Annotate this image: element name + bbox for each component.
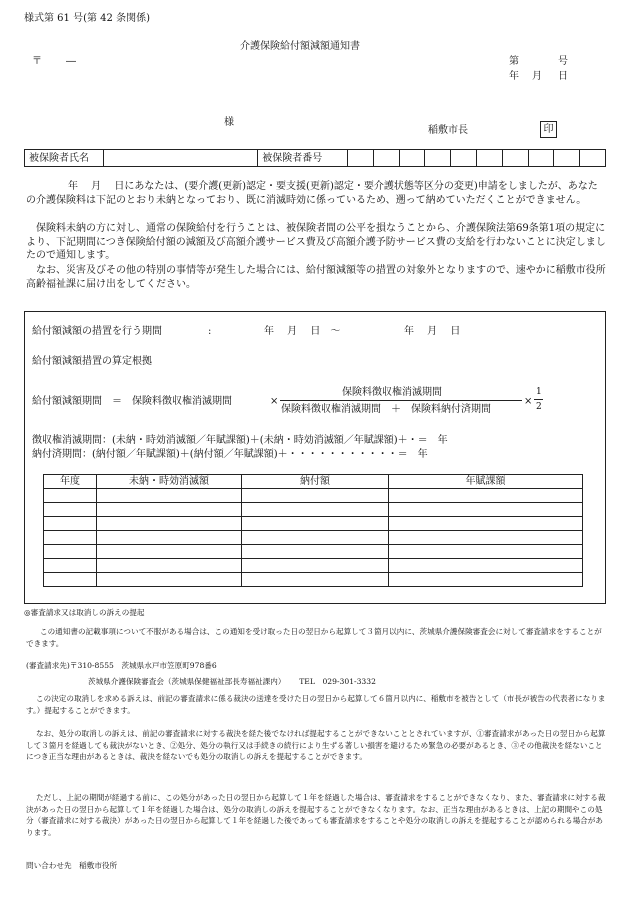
document-title: 介護保険給付額減額通知書 bbox=[240, 41, 360, 52]
table-cell[interactable] bbox=[242, 559, 389, 573]
table-cell[interactable] bbox=[97, 503, 242, 517]
table-row bbox=[44, 489, 583, 503]
table-row bbox=[44, 545, 583, 559]
notice-council: 茨城県介護保険審査会（茨城県保健福祉部長寿福祉課内） TEL 029-301-3332 bbox=[88, 677, 376, 686]
paid-period-line: 納付済期間：(納付額／年賦課額)＋(納付額／年賦課額)＋・・・・・・・・・・・＝ 年 bbox=[32, 449, 428, 460]
col-header-unpaid: 未納・時効消滅額 bbox=[97, 475, 242, 489]
insured-number-label: 被保険者番号 bbox=[258, 150, 348, 167]
table-cell[interactable] bbox=[44, 517, 97, 531]
notice-address: (審査請求先)〒310-8555 茨城県水戸市笠原町978番6 bbox=[26, 661, 217, 670]
notice-paragraph-2: この決定の取消しを求める訴えは、前記の審査請求に係る裁決の送達を受けた日の翌日から起算して６箇月以内に、稲敷市を被告として（市長が被告の代表者になります。）提起することができます。 bbox=[26, 694, 606, 715]
date-year: 年 bbox=[509, 71, 519, 82]
postal-dash: ― bbox=[66, 56, 76, 67]
period-from: 年 月 日 ～ bbox=[264, 326, 341, 337]
table-cell[interactable] bbox=[389, 503, 583, 517]
table-cell[interactable] bbox=[389, 545, 583, 559]
formula-lhs: 給付額減額期間 ＝ 保険料徴収権消滅期間 bbox=[32, 396, 232, 407]
table-cell[interactable] bbox=[389, 517, 583, 531]
table-cell[interactable] bbox=[97, 559, 242, 573]
insured-name-label: 被保険者氏名 bbox=[25, 150, 104, 167]
table-cell[interactable] bbox=[97, 573, 242, 587]
table-cell[interactable] bbox=[97, 545, 242, 559]
table-row bbox=[44, 559, 583, 573]
period-colon: : bbox=[208, 326, 212, 337]
date-month: 月 bbox=[532, 71, 542, 82]
body-paragraph-3: なお、災害及びその他の特別の事情等が発生した場合には、給付額減額等の措置の対象外となりますので、速やかに稲敷市役所 高齢福祉課に届け出をしてください。 bbox=[26, 265, 616, 290]
body-paragraph-1 bbox=[26, 180, 606, 207]
fraction-bar bbox=[280, 400, 522, 401]
notice-paragraph-1: この通知書の記載事項について不服がある場合は、この通知を受け取った日の翌日から起算して３箇月以内に、茨城県介護保険審査会に対して審査請求をすることができます。 bbox=[26, 627, 602, 648]
insured-number-cell[interactable] bbox=[425, 150, 451, 167]
recipient-sama: 様 bbox=[224, 117, 234, 128]
formula-times: × bbox=[270, 396, 279, 407]
table-cell[interactable] bbox=[242, 573, 389, 587]
insured-number-cell[interactable] bbox=[554, 150, 580, 167]
table-cell[interactable] bbox=[44, 531, 97, 545]
table-cell[interactable] bbox=[242, 517, 389, 531]
table-cell[interactable] bbox=[389, 559, 583, 573]
notice-paragraph-4: ただし、上記の期間が経過する前に、この処分があった日の翌日から起算して１年を経過した場合は、審査請求をすることができなくなり、また、審査請求に対する裁決があった日の翌日から起算して１年を経過した場合は、処分の取消しの訴えを提起することができなくなります。なお、正当な理由があるときは、上記の期間やこの処分（審査請求に対する裁決）があった日の翌日から起算して１年を経過した後であっても審査請求をすることや処分の取消しの訴えを提起することが認められる場合があります。 bbox=[26, 793, 606, 837]
col-header-annual: 年賦課額 bbox=[389, 475, 583, 489]
table-cell[interactable] bbox=[44, 559, 97, 573]
body-paragraph-1-rest: しましたが、あなたの介護保険料は下記のとおり未納となっており、既に消滅時効に係っているため、遡って納めていただくことができません。 bbox=[26, 181, 598, 206]
insured-number-cell[interactable] bbox=[528, 150, 554, 167]
table-cell[interactable] bbox=[389, 573, 583, 587]
table-cell[interactable] bbox=[389, 489, 583, 503]
seal-box bbox=[540, 121, 557, 138]
table-cell[interactable] bbox=[97, 531, 242, 545]
insured-number-cell[interactable] bbox=[373, 150, 399, 167]
insured-number-cell[interactable] bbox=[399, 150, 425, 167]
col-header-year: 年度 bbox=[44, 475, 97, 489]
table-cell[interactable] bbox=[389, 531, 583, 545]
number-label-go: 号 bbox=[558, 56, 568, 67]
date-day: 日 bbox=[558, 71, 568, 82]
table-cell[interactable] bbox=[242, 545, 389, 559]
table-cell[interactable] bbox=[242, 531, 389, 545]
notice-heading: ◎審査請求又は取消しの訴えの提起 bbox=[24, 608, 145, 617]
table-cell[interactable] bbox=[97, 517, 242, 531]
mayor-name: 稲敷市長 bbox=[428, 125, 468, 136]
table-row bbox=[44, 573, 583, 587]
period-to: 年 月 日 bbox=[404, 326, 461, 337]
table-cell[interactable] bbox=[44, 503, 97, 517]
table-cell[interactable] bbox=[242, 489, 389, 503]
half-denominator: 2 bbox=[536, 402, 542, 412]
seal-text: 印 bbox=[543, 124, 554, 135]
table-cell[interactable] bbox=[44, 573, 97, 587]
formula-times-2: × bbox=[524, 396, 533, 407]
table-cell[interactable] bbox=[44, 489, 97, 503]
period-label: 給付額減額の措置を行う期間 bbox=[32, 326, 162, 337]
collection-period-line: 徴収権消滅期間：(未納・時効消滅額／年賦課額)＋(未納・時効消滅額／年賦課額)＋・＝ 年 bbox=[32, 435, 448, 446]
basis-title: 給付額減額措置の算定根拠 bbox=[32, 356, 152, 367]
half-bar bbox=[534, 399, 543, 400]
amount-table bbox=[43, 474, 583, 587]
table-cell[interactable] bbox=[44, 545, 97, 559]
notice-paragraph-3: なお、処分の取消しの訴えは、前記の審査請求に対する裁決を経た後でなければ提起することができないこととされていますが、①審査請求があった日の翌日から起算して３箇月を経過しても裁決がないとき、②処分、処分の執行又は手続きの続行により生ずる著しい損害を避けるため緊急の必要があるとき、③その他裁決を経ないことにつき正当な理由があるときは、裁決を経ないでも処分の取消しの訴えを提起することができます。 bbox=[26, 729, 606, 762]
fraction-denominator: 保険料徴収権消滅期間 ＋ 保険料納付済期間 bbox=[281, 404, 491, 415]
col-header-paid: 納付額 bbox=[242, 475, 389, 489]
insured-number-cell[interactable] bbox=[502, 150, 528, 167]
insured-number-cell[interactable] bbox=[476, 150, 502, 167]
table-cell[interactable] bbox=[242, 503, 389, 517]
insured-number-cell[interactable] bbox=[347, 150, 373, 167]
fraction-numerator: 保険料徴収権消滅期間 bbox=[342, 387, 442, 398]
body-paragraph-1-head: 年 月 日にあなたは、(要介護(更新)認定・要支援(更新)認定・要介護状態等区分の変更)申請を bbox=[68, 181, 508, 192]
table-row bbox=[44, 531, 583, 545]
table-row bbox=[44, 517, 583, 531]
postal-mark: 〒 bbox=[32, 56, 42, 67]
table-row bbox=[44, 503, 583, 517]
insured-number-cell[interactable] bbox=[451, 150, 477, 167]
insured-name-value[interactable] bbox=[104, 150, 258, 167]
table-cell[interactable] bbox=[97, 489, 242, 503]
form-number: 様式第 61 号(第 42 条関係) bbox=[24, 13, 150, 24]
number-label-dai: 第 bbox=[509, 56, 519, 67]
insured-number-cell[interactable] bbox=[580, 150, 606, 167]
contact-line: 問い合わせ先 稲敷市役所 bbox=[26, 861, 118, 870]
half-numerator: 1 bbox=[536, 387, 542, 397]
body-paragraph-2: 保険料未納の方に対し、通常の保険給付を行うことは、被保険者間の公平を損なうことから、介護保険法第69条第1項の規定により、下記期間につき保険給付額の減額及び高額介護サービス費及び高額介護予防サービス費の支給を行わないことに決定しましたので通知します。 bbox=[26, 223, 606, 262]
insured-table bbox=[24, 149, 606, 167]
